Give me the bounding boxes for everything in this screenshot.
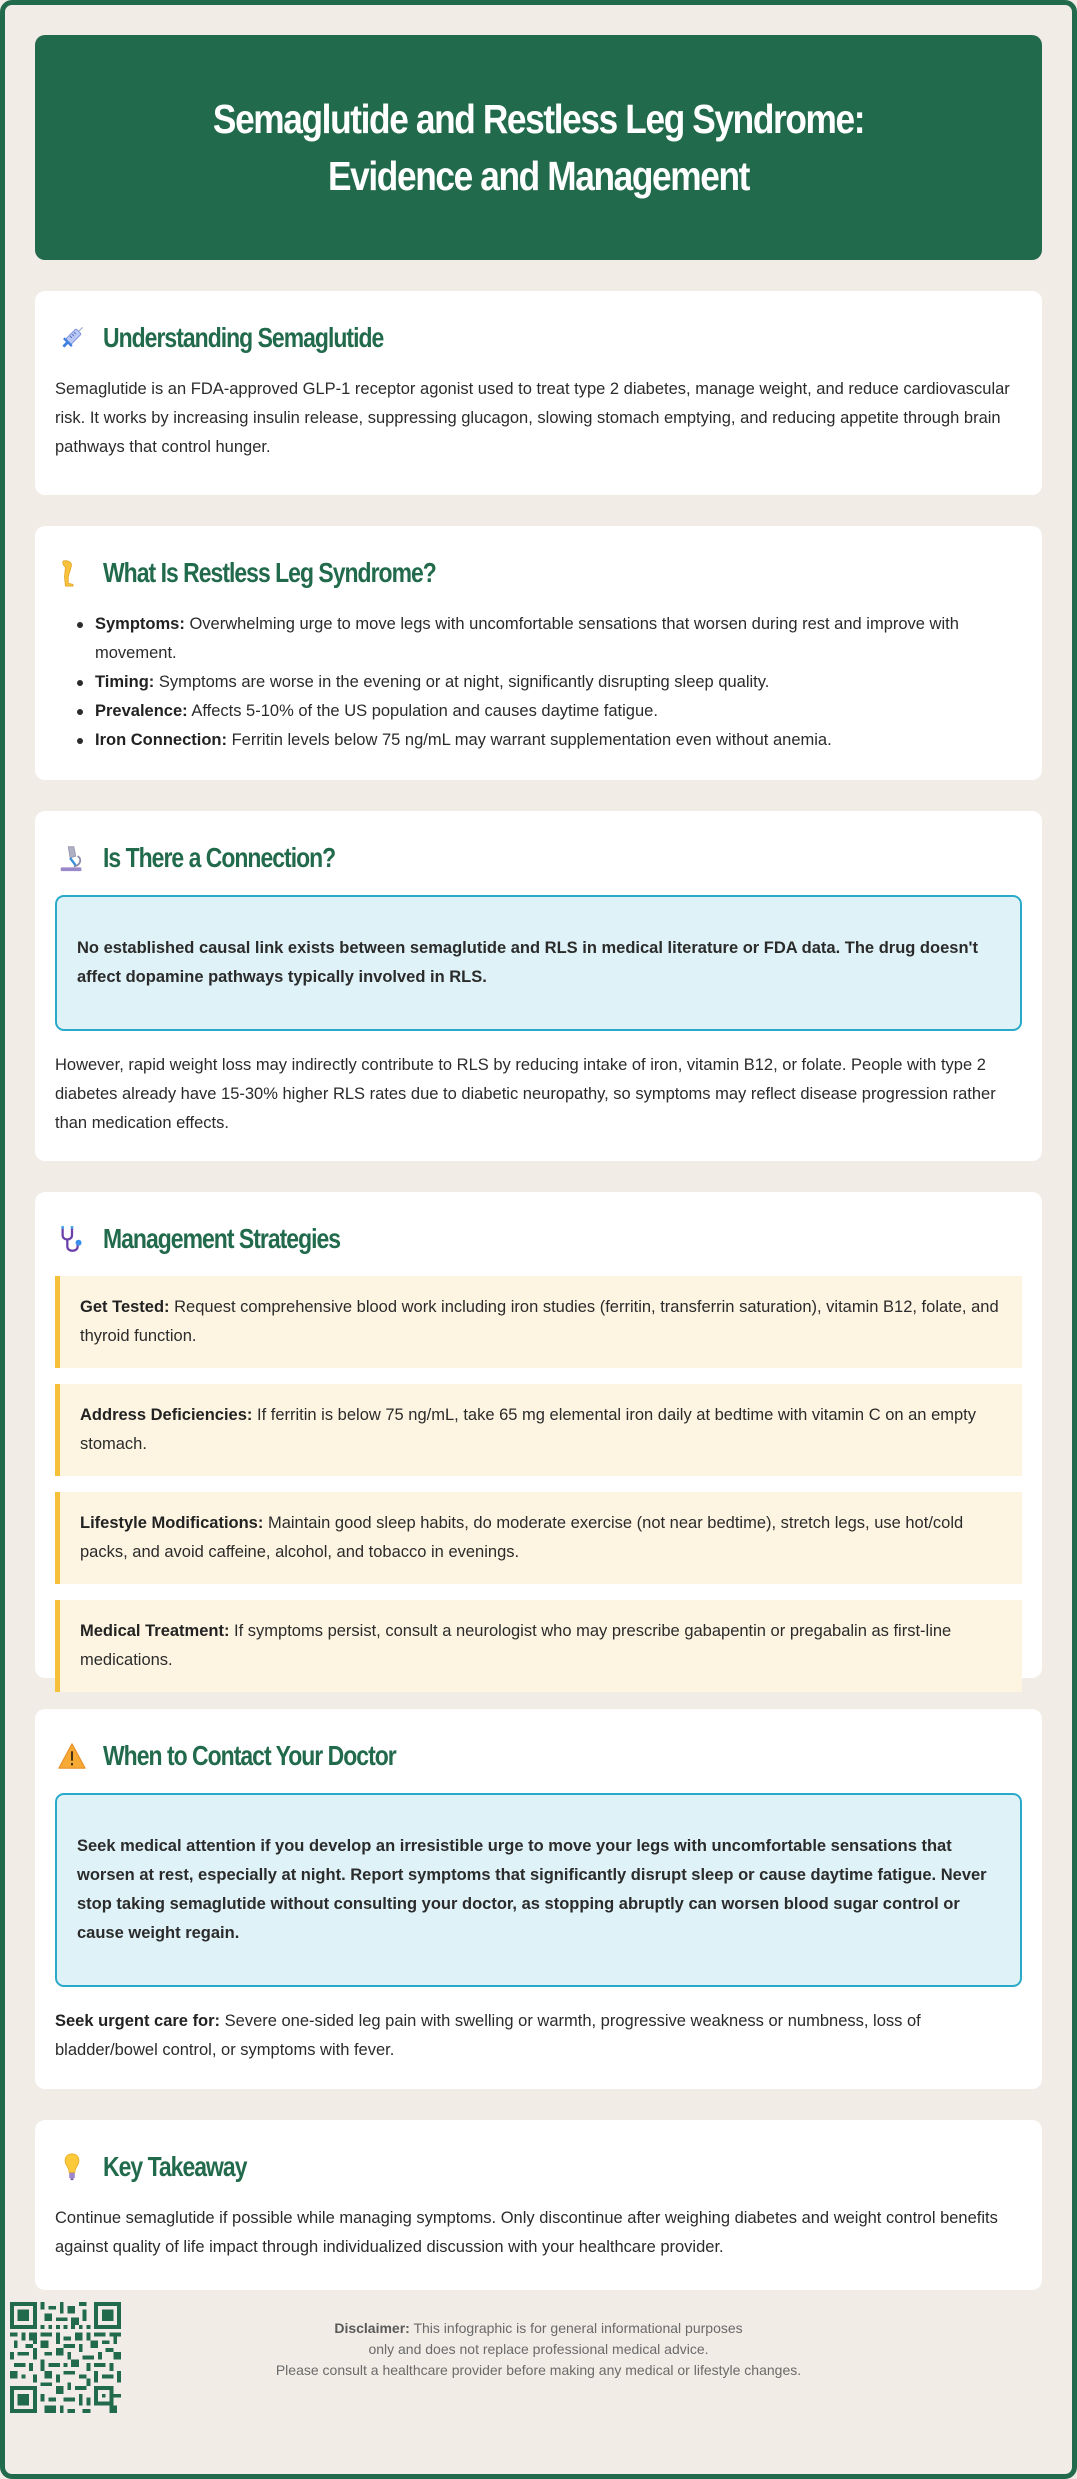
footer — [5, 2290, 1072, 2430]
list-item: Symptoms: Overwhelming urge to move legs with uncomfortable sensations that worsen during rest and improve with movement. — [75, 610, 1022, 668]
card-key-takeaway — [35, 2120, 1042, 2290]
card-is-there-a-connection — [35, 811, 1042, 1161]
section-title: Key Takeaway — [103, 2151, 247, 2182]
syringe-icon — [55, 321, 89, 355]
list-item: Prevalence: Affects 5-10% of the US population and causes daytime fatigue. — [75, 697, 1022, 726]
section-text: Continue semaglutide if possible while managing symptoms. Only discontinue after weighing diabetes and weight control benefits against quality of life impact through individualized discussion with your healthcare provider. — [55, 2209, 998, 2256]
urgent-care-text: Seek urgent care for: Severe one-sided leg pain with swelling or warmth, progressive weakness or numbness, loss of bladder/bowel control, or symptoms with fever. — [55, 2012, 921, 2059]
stethoscope-icon — [55, 1222, 89, 1256]
highlight-box: Seek medical attention if you develop an irresistible urge to move your legs with uncomfortable sensations that worsen at rest, especially at night. Report symptoms that significantly disrupt sleep or cause daytime fatigue. Never stop taking semaglutide without consulting your doctor, as stopping abruptly can worsen blood sugar control or cause weight regain. — [55, 1793, 1022, 1987]
section-title: What Is Restless Leg Syndrome? — [103, 557, 436, 588]
card-header — [55, 1735, 1022, 1777]
section-title: When to Contact Your Doctor — [103, 1740, 396, 1771]
highlight-box: No established causal link exists between semaglutide and RLS in medical literature or FDA data. The drug doesn't affect dopamine pathways typically involved in RLS. — [55, 895, 1022, 1031]
section-title: Understanding Semaglutide — [103, 322, 384, 353]
microscope-icon — [55, 841, 89, 875]
disclaimer: Disclaimer: This infographic is for general informational purposes only and does not replace professional medical advice. Please consult a healthcare provider before making any medical or lifestyle changes. — [275, 2320, 802, 2378]
section-title: Management Strategies — [103, 1223, 341, 1254]
card-what-is-rls — [35, 526, 1042, 780]
card-header — [55, 1218, 1022, 1260]
card-management-strategies — [35, 1192, 1042, 1678]
card-understanding-semaglutide — [35, 291, 1042, 495]
rls-bullet-list — [55, 610, 1022, 755]
card-header — [55, 552, 1022, 594]
strategy-item-get-tested: Get Tested: Request comprehensive blood work including iron studies (ferritin, transferrin saturation), vitamin B12, folate, and thyroid function. — [55, 1276, 1022, 1368]
page-title: Semaglutide and Restless Leg Syndrome: Evidence and Management — [212, 95, 865, 199]
card-when-to-contact-doctor — [35, 1709, 1042, 2089]
section-text: Semaglutide is an FDA-approved GLP-1 receptor agonist used to treat type 2 diabetes, manage weight, and reduce cardiovascular risk. It works by increasing insulin release, suppressing glucagon, slowing stomach emptying, and reducing appetite through brain pathways that control hunger. — [55, 380, 1010, 456]
strategy-item-medical-treatment: Medical Treatment: If symptoms persist, consult a neurologist who may prescribe gabapentin or pregabalin as first-line medications. — [55, 1600, 1022, 1692]
strategy-list — [55, 1276, 1022, 1692]
list-item: Iron Connection: Ferritin levels below 75 ng/mL may warrant supplementation even without anemia. — [75, 726, 1022, 755]
warning-icon — [55, 1739, 89, 1773]
section-title: Is There a Connection? — [103, 842, 336, 873]
lightbulb-icon — [55, 2150, 89, 2184]
section-text: However, rapid weight loss may indirectly contribute to RLS by reducing intake of iron, vitamin B12, or folate. People with type 2 diabetes already have 15-30% higher RLS rates due to diabetic neuropathy, so symptoms may reflect disease progression rather than medication effects. — [55, 1056, 996, 1132]
strategy-item-address-deficiencies: Address Deficiencies: If ferritin is below 75 ng/mL, take 65 mg elemental iron daily at bedtime with vitamin C on an empty stomach. — [55, 1384, 1022, 1476]
list-item: Timing: Symptoms are worse in the evening or at night, significantly disrupting sleep quality. — [75, 668, 1022, 697]
header-banner — [35, 35, 1042, 260]
leg-icon — [55, 556, 89, 590]
card-header — [55, 317, 1022, 359]
card-header — [55, 837, 1022, 879]
strategy-item-lifestyle-modifications: Lifestyle Modifications: Maintain good sleep habits, do moderate exercise (not near bedtime), stretch legs, use hot/cold packs, and avoid caffeine, alcohol, and tobacco in evenings. — [55, 1492, 1022, 1584]
card-header — [55, 2146, 1022, 2188]
